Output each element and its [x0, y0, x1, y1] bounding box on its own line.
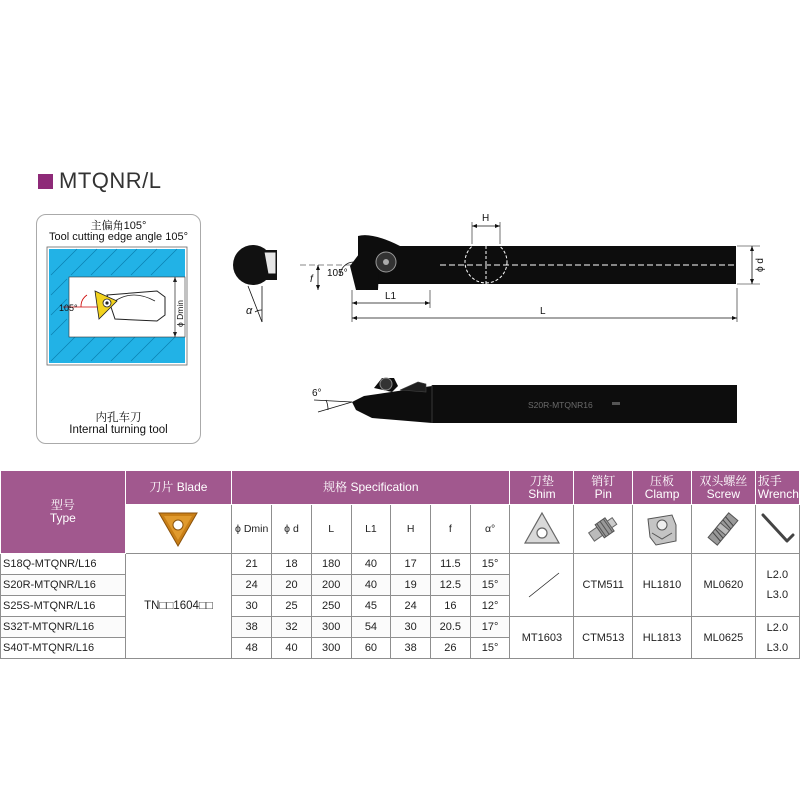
cell-f: 16	[430, 596, 470, 617]
inset-title-en: Tool cutting edge angle 105°	[49, 231, 188, 243]
cell-f: 26	[430, 638, 470, 659]
product-title-text: MTQNR/L	[59, 168, 162, 193]
cell-L1: 60	[351, 638, 391, 659]
cell-alpha: 15°	[470, 638, 510, 659]
angle-6-label: 6°	[312, 388, 322, 399]
f-label: f	[310, 274, 313, 285]
shim-group2: MT1603	[510, 617, 574, 659]
inset-title-cn: 主偏角105°	[90, 220, 147, 232]
cell-H: 19	[391, 575, 431, 596]
inset-dmin-label: ϕ Dmin	[175, 300, 185, 327]
screw-icon	[703, 509, 743, 549]
cell-L1: 45	[351, 596, 391, 617]
cell-d: 20	[272, 575, 312, 596]
cell-d: 32	[272, 617, 312, 638]
cell-H: 30	[391, 617, 431, 638]
blade-header: 刀片 Blade	[125, 471, 232, 505]
cell-d: 25	[272, 596, 312, 617]
cell-alpha: 15°	[470, 575, 510, 596]
cell-dmin: 30	[232, 596, 272, 617]
shim-image	[510, 505, 574, 554]
spec-header: 规格 Specification	[232, 471, 510, 505]
inset-caption-en: Internal turning tool	[69, 424, 168, 436]
wrench-group2: L2.0 L3.0	[755, 617, 799, 659]
angle-105-label: 105°	[327, 268, 348, 279]
wrench-image	[755, 505, 799, 554]
wrench-icon	[757, 509, 797, 549]
cell-L: 300	[311, 638, 351, 659]
table-row	[1, 554, 800, 575]
wrench-header: 扳手 Wrench	[755, 471, 799, 505]
cell-L: 250	[311, 596, 351, 617]
cell-alpha: 12°	[470, 596, 510, 617]
row-type: S18Q-MTQNR/L16	[1, 554, 126, 575]
screw-header: 双头螺丝 Screw	[691, 471, 755, 505]
L-label: L	[540, 306, 546, 317]
row-type: S32T-MTQNR/L16	[1, 617, 126, 638]
cell-dmin: 24	[232, 575, 272, 596]
inset-caption-cn: 内孔车刀	[95, 412, 142, 424]
pin-header: 销钉 Pin	[574, 471, 633, 505]
cell-f: 20.5	[430, 617, 470, 638]
pin-icon	[583, 509, 623, 549]
type-header: 型号 Type	[1, 471, 126, 554]
clamp-group1: HL1810	[633, 554, 692, 617]
cell-dmin: 48	[232, 638, 272, 659]
subheader-dmin: ϕ Dmin	[232, 505, 272, 554]
cell-H: 38	[391, 638, 431, 659]
cell-dmin: 38	[232, 617, 272, 638]
clamp-group2: HL1813	[633, 617, 692, 659]
cell-d: 40	[272, 638, 312, 659]
cell-L1: 54	[351, 617, 391, 638]
cell-alpha: 17°	[470, 617, 510, 638]
subheader-alpha: α°	[470, 505, 510, 554]
phi-d-label: ϕ d	[755, 258, 766, 272]
subheader-d: ϕ d	[272, 505, 312, 554]
cell-L: 300	[311, 617, 351, 638]
row-type: S20R-MTQNR/L16	[1, 575, 126, 596]
wrench-group1: L2.0 L3.0	[755, 554, 799, 617]
pin-image	[574, 505, 633, 554]
clamp-icon	[642, 509, 682, 549]
cell-L1: 40	[351, 554, 391, 575]
cell-alpha: 15°	[470, 554, 510, 575]
pin-group1: CTM511	[574, 554, 633, 617]
alpha-label: α	[246, 305, 253, 317]
bar-top-view	[300, 235, 760, 290]
shim-group1-empty	[510, 554, 574, 617]
bar-side-view	[352, 378, 737, 423]
insert-icon	[156, 508, 200, 550]
cell-f: 11.5	[430, 554, 470, 575]
cell-f: 12.5	[430, 575, 470, 596]
pin-group2: CTM513	[574, 617, 633, 659]
shim-icon	[522, 509, 562, 549]
spec-table	[0, 470, 800, 659]
cell-dmin: 21	[232, 554, 272, 575]
clamp-header: 压板 Clamp	[633, 471, 692, 505]
L1-label: L1	[385, 291, 397, 302]
row-type: S40T-MTQNR/L16	[1, 638, 126, 659]
row-type: S25S-MTQNR/L16	[1, 596, 126, 617]
blade-value: TN□□1604□□	[125, 554, 232, 659]
cell-H: 17	[391, 554, 431, 575]
inset-angle-label: 105°	[59, 303, 78, 313]
empty-slash	[517, 565, 567, 605]
end-view	[233, 245, 277, 322]
subheader-H: H	[391, 505, 431, 554]
clamp-image	[633, 505, 692, 554]
cell-L1: 40	[351, 575, 391, 596]
shim-header: 刀垫 Shim	[510, 471, 574, 505]
cell-L: 200	[311, 575, 351, 596]
subheader-L: L	[311, 505, 351, 554]
H-label: H	[482, 213, 490, 224]
screw-image	[691, 505, 755, 554]
bar-engraving: S20R-MTQNR16	[528, 400, 593, 410]
subheader-L1: L1	[351, 505, 391, 554]
blade-insert-image	[125, 505, 232, 554]
cell-H: 24	[391, 596, 431, 617]
table-header-row	[1, 471, 800, 505]
screw-group2: ML0625	[691, 617, 755, 659]
table-row	[1, 617, 800, 638]
subheader-f: f	[430, 505, 470, 554]
cell-L: 180	[311, 554, 351, 575]
screw-group1: ML0620	[691, 554, 755, 617]
cell-d: 18	[272, 554, 312, 575]
